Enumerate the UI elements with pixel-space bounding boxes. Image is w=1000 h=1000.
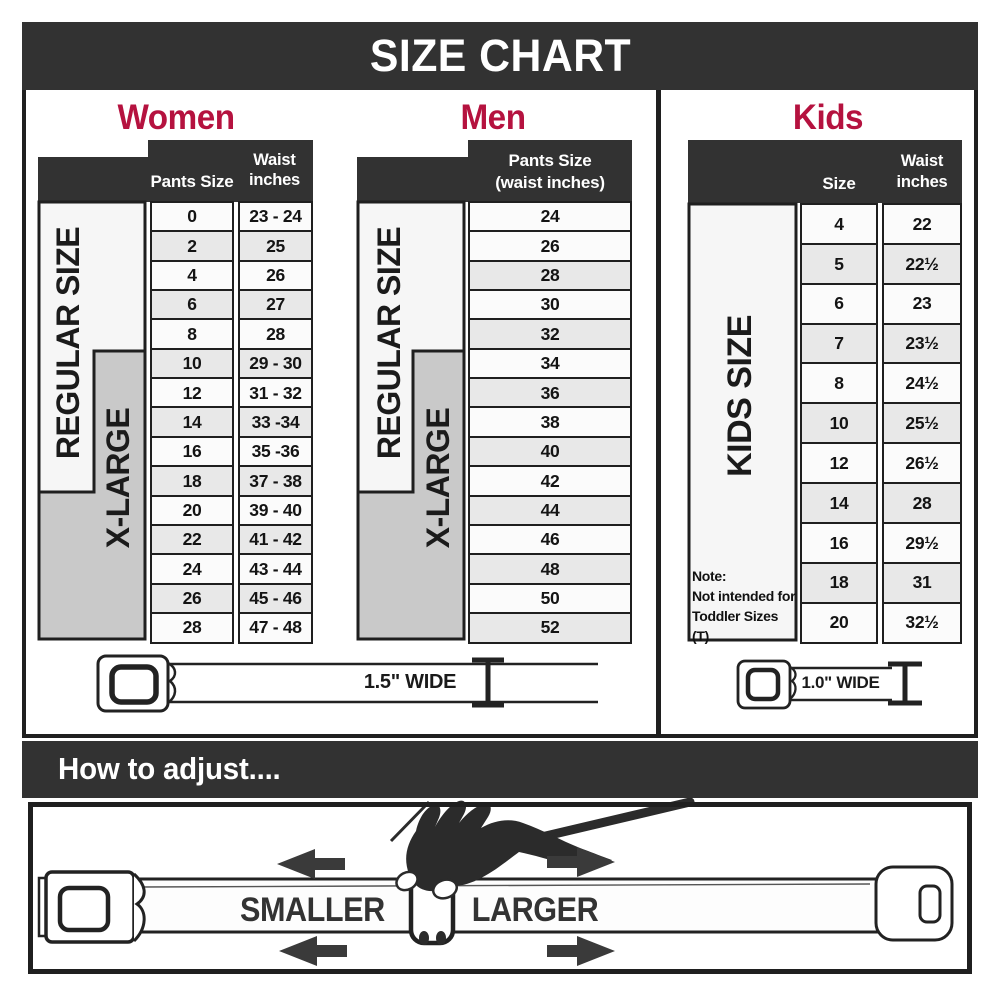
women-pants-size-cell: 12 — [150, 377, 234, 409]
women-col1-header: Pants Size — [150, 172, 234, 191]
men-size-cell: 26 — [468, 230, 632, 262]
men-size-cell: 28 — [468, 260, 632, 292]
women-waist-cell: 39 - 40 — [238, 495, 313, 527]
women-waist-cell: 26 — [238, 260, 313, 292]
kids-waist-cell: 31 — [882, 562, 962, 605]
men-col-header-line2: (waist inches) — [495, 173, 605, 192]
men-size-cell: 34 — [468, 348, 632, 380]
kids-size-cell: 18 — [800, 562, 878, 605]
women-pants-size-cell: 8 — [150, 318, 234, 350]
kids-note — [692, 566, 796, 646]
kids-waist-cell: 25½ — [882, 402, 962, 445]
women-xlarge-label: X-LARGE — [99, 407, 136, 549]
men-size-cell: 32 — [468, 318, 632, 350]
men-size-cell: 46 — [468, 524, 632, 556]
kids-waist-cell: 32½ — [882, 602, 962, 645]
women-pants-size-cell: 10 — [150, 348, 234, 380]
women-waist-cell: 41 - 42 — [238, 524, 313, 556]
women-waist-cell: 29 - 30 — [238, 348, 313, 380]
adjust-frame — [28, 802, 972, 974]
men-size-cell: 42 — [468, 465, 632, 497]
women-col2-header-line2: inches — [248, 171, 301, 189]
page-title: SIZE CHART — [369, 30, 631, 81]
kids-col2-header — [882, 151, 962, 193]
men-col-header — [468, 150, 632, 194]
women-pants-size-cell: 6 — [150, 289, 234, 321]
women-waist-cell: 43 - 44 — [238, 553, 313, 585]
women-pants-size-cell: 28 — [150, 612, 234, 644]
women-waist-cell: 47 - 48 — [238, 612, 313, 644]
kids-size-cell: 7 — [800, 323, 878, 366]
width-measure-icon — [888, 664, 922, 703]
kids-belt-width-label: 1.0" WIDE — [801, 673, 880, 692]
kids-waist-cell: 22½ — [882, 243, 962, 286]
women-pants-size-cell: 16 — [150, 436, 234, 468]
women-waist-cell: 28 — [238, 318, 313, 350]
kids-waist-cell: 24½ — [882, 362, 962, 405]
seatbelt-buckle-icon — [738, 661, 796, 708]
men-size-cell: 48 — [468, 553, 632, 585]
kids-size-cell: 20 — [800, 602, 878, 645]
seatbelt-buckle-icon — [98, 656, 175, 711]
men-size-cell: 38 — [468, 406, 632, 438]
men-xlarge-label: X-LARGE — [419, 407, 456, 549]
men-size-cell: 50 — [468, 583, 632, 615]
women-pants-size-cell: 0 — [150, 201, 234, 233]
women-heading: Women — [117, 98, 235, 137]
women-waist-cell: 33 -34 — [238, 406, 313, 438]
kids-size-cell: 12 — [800, 442, 878, 485]
kids-size-cell: 16 — [800, 522, 878, 565]
women-pants-size-cell: 18 — [150, 465, 234, 497]
kids-note-line3: Toddler Sizes (T) — [692, 608, 779, 644]
kids-waist-cell: 23½ — [882, 323, 962, 366]
kids-size-cell: 8 — [800, 362, 878, 405]
smaller-label: SMALLER — [240, 891, 385, 929]
women-pants-size-cell: 26 — [150, 583, 234, 615]
women-pants-size-cell: 24 — [150, 553, 234, 585]
kids-heading: Kids — [792, 98, 864, 137]
women-waist-cell: 45 - 46 — [238, 583, 313, 615]
women-col2-header-line1: Waist — [253, 151, 296, 169]
kids-size-cell: 14 — [800, 482, 878, 525]
women-regular-size-label: REGULAR SIZE — [49, 226, 86, 460]
men-size-cell: 44 — [468, 495, 632, 527]
women-waist-cell: 35 -36 — [238, 436, 313, 468]
kids-col1-header: Size — [822, 174, 856, 193]
kids-size-cell: 4 — [800, 203, 878, 246]
women-waist-cell: 31 - 32 — [238, 377, 313, 409]
men-size-cell: 36 — [468, 377, 632, 409]
kids-col2-header-line1: Waist — [900, 152, 944, 170]
kids-size-cell: 6 — [800, 283, 878, 326]
men-size-cell: 24 — [468, 201, 632, 233]
adult-belt-width-label: 1.5" WIDE — [363, 671, 457, 693]
adjust-heading: How to adjust.... — [58, 751, 281, 786]
women-waist-cell: 37 - 38 — [238, 465, 313, 497]
men-size-cell: 52 — [468, 612, 632, 644]
women-pants-size-cell: 14 — [150, 406, 234, 438]
kids-col2-header-line2: inches — [896, 173, 948, 191]
kids-size-cell: 5 — [800, 243, 878, 286]
men-size-cell: 40 — [468, 436, 632, 468]
kids-size-label: KIDS SIZE — [720, 315, 759, 477]
kids-note-line1: Note: — [692, 568, 727, 584]
kids-size-cell: 10 — [800, 402, 878, 445]
women-pants-size-cell: 22 — [150, 524, 234, 556]
kids-note-line2: Not intended for — [692, 588, 796, 604]
women-waist-cell: 27 — [238, 289, 313, 321]
women-waist-cell: 23 - 24 — [238, 201, 313, 233]
kids-waist-cell: 22 — [882, 203, 962, 246]
kids-waist-cell: 29½ — [882, 522, 962, 565]
kids-waist-cell: 28 — [882, 482, 962, 525]
kids-waist-cell: 23 — [882, 283, 962, 326]
women-col2-header — [236, 150, 313, 190]
women-pants-size-cell: 2 — [150, 230, 234, 262]
men-size-cell: 30 — [468, 289, 632, 321]
women-pants-size-cell: 20 — [150, 495, 234, 527]
women-waist-cell: 25 — [238, 230, 313, 262]
men-regular-size-label: REGULAR SIZE — [370, 226, 407, 460]
kids-waist-cell: 26½ — [882, 442, 962, 485]
men-heading: Men — [460, 98, 526, 137]
larger-label: LARGER — [471, 891, 599, 929]
women-pants-size-cell: 4 — [150, 260, 234, 292]
men-col-header-line1: Pants Size — [508, 151, 592, 170]
